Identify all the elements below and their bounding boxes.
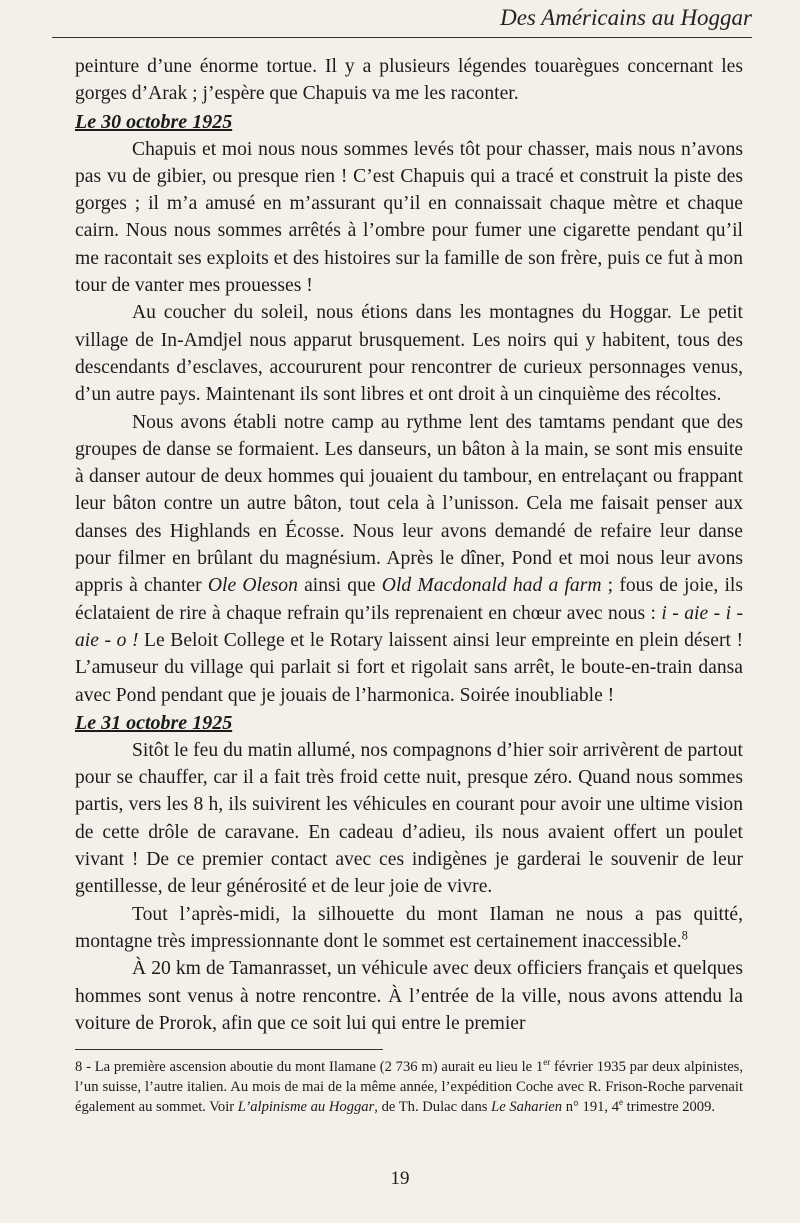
paragraph: Sitôt le feu du matin allumé, nos compagnons d’hier soir arrivèrent de partout pour se chauffer, car il a fait très froid cette nuit, presque zéro. Quand nous sommes partis, vers les 8 h, ils suivirent les véhicules en courant pour avoir une ultime vision de cette drôle de caravane. En cadeau d’adieu, ils nous avaient offert un poulet vivant ! De ce premier contact avec ces indigènes je garderai le souvenir de leur gentillesse, de leur générosité et de leur joie de vivre. — [75, 739, 743, 898]
journal-title: Le Saharien — [491, 1099, 563, 1115]
footnotes — [75, 1057, 743, 1117]
text-run: trimestre 2009. — [623, 1099, 716, 1115]
text-run: Tout l’après-midi, la silhouette du mont Ilaman ne nous a pas quitté, montagne très impressionnante dont le sommet est certainement inaccessible. — [75, 903, 743, 952]
footnote-reference: 8 — [681, 928, 688, 943]
running-header: Des Américains au Hoggar — [500, 5, 752, 30]
book-title: L’alpinisme au Hoggar — [237, 1099, 375, 1115]
paragraph — [75, 409, 743, 709]
song-title: Old Macdonald had a farm — [381, 575, 602, 597]
text-run: ; fous de joie, ils éclataient de rire à chaque refrain qu’ils reprenaient en chœur avec nous : — [75, 575, 743, 624]
chant: i - aie - i - aie - o ! — [75, 602, 743, 651]
header-rule — [52, 37, 752, 38]
main-text — [75, 53, 743, 1037]
text-run: n° 191, 4 — [562, 1099, 620, 1115]
superscript: e — [619, 1097, 624, 1108]
paragraph: Chapuis et moi nous nous sommes levés tôt pour chasser, mais nous n’avons pas vu de gibier, ou presque rien ! C’est Chapuis qui a tracé et construit la piste des gorges ; il m’a amusé en m’assurant qu’il en connaissait chaque mètre et chaque cairn. Nous nous sommes arrêtés à l’ombre pour fumer une cigarette pendant qu’il me racontait ses exploits et des histoires sur la famille de son frère, puis ce fut à mon tour de vanter mes prouesses ! — [75, 138, 743, 297]
text-run: ainsi que — [297, 575, 382, 597]
paragraph-continued: peinture d’une énorme tortue. Il y a plusieurs légendes touarègues concernant les gorges d’Arak ; j’espère que Chapuis va me les raconter. — [75, 56, 743, 105]
text-run: 8 - La première ascension aboutie du mont Ilamane (2 736 m) aurait eu lieu le 1 — [75, 1059, 544, 1075]
paragraph: À 20 km de Tamanrasset, un véhicule avec deux officiers français et quelques hommes sont venus à notre rencontre. À l’entrée de la ville, nous avons attendu la voiture de Prorok, afin que ce soit lui qui entre le premier — [75, 958, 743, 1034]
paragraph — [75, 901, 743, 956]
page-number: 19 — [390, 1168, 410, 1189]
footnote-rule — [75, 1049, 383, 1050]
superscript: er — [543, 1057, 551, 1068]
text-run: Le Beloit College et le Rotary laissent ainsi leur empreinte en plein désert ! L’amuseur du village qui parlait si fort et rigolait sans arrêt, le boute-en-train dansa avec Pond pendant que je jouais de l’harmonica. Soirée inoubliable ! — [75, 629, 743, 706]
footnote-8 — [75, 1057, 743, 1117]
paragraph: Au coucher du soleil, nous étions dans les montagnes du Hoggar. Le petit village de In-Amdjel nous apparut brusquement. Les noirs qui y habitent, tous des descendants d’esclaves, accoururent pour rencontrer de curieux personnages venus, d’un autre pays. Maintenant ils sont libres et ont droit à un cinquième des récoltes. — [75, 302, 743, 406]
text-run: , de Th. Dulac dans — [374, 1099, 492, 1115]
song-title: Ole Oleson — [207, 575, 298, 597]
text-run: Nous avons établi notre camp au rythme lent des tamtams pendant que des groupes de danse se formaient. Les danseurs, un bâton à la main, se sont mis ensuite à danser autour de deux hommes qui jouaient du tambour, en entrelaçant ou frappant leur bâton contre un autre bâton, tout cela à l’unisson. Cela me faisait penser aux danses des Highlands en Écosse. Nous leur avons demandé de refaire leur danse pour filmer en brûlant du magnésium. Après le dîner, Pond et moi nous leur avons appris à chanter — [75, 411, 743, 597]
date-heading-31-october: Le 31 octobre 1925 — [75, 711, 233, 734]
text-run: février 1935 par deux alpinistes, l’un suisse, l’autre italien. Au mois de mai de la même année, l’expédition Coche avec R. Frison-Roche parvenait également au sommet. Voir — [75, 1059, 744, 1115]
date-heading-30-october: Le 30 octobre 1925 — [75, 110, 233, 133]
